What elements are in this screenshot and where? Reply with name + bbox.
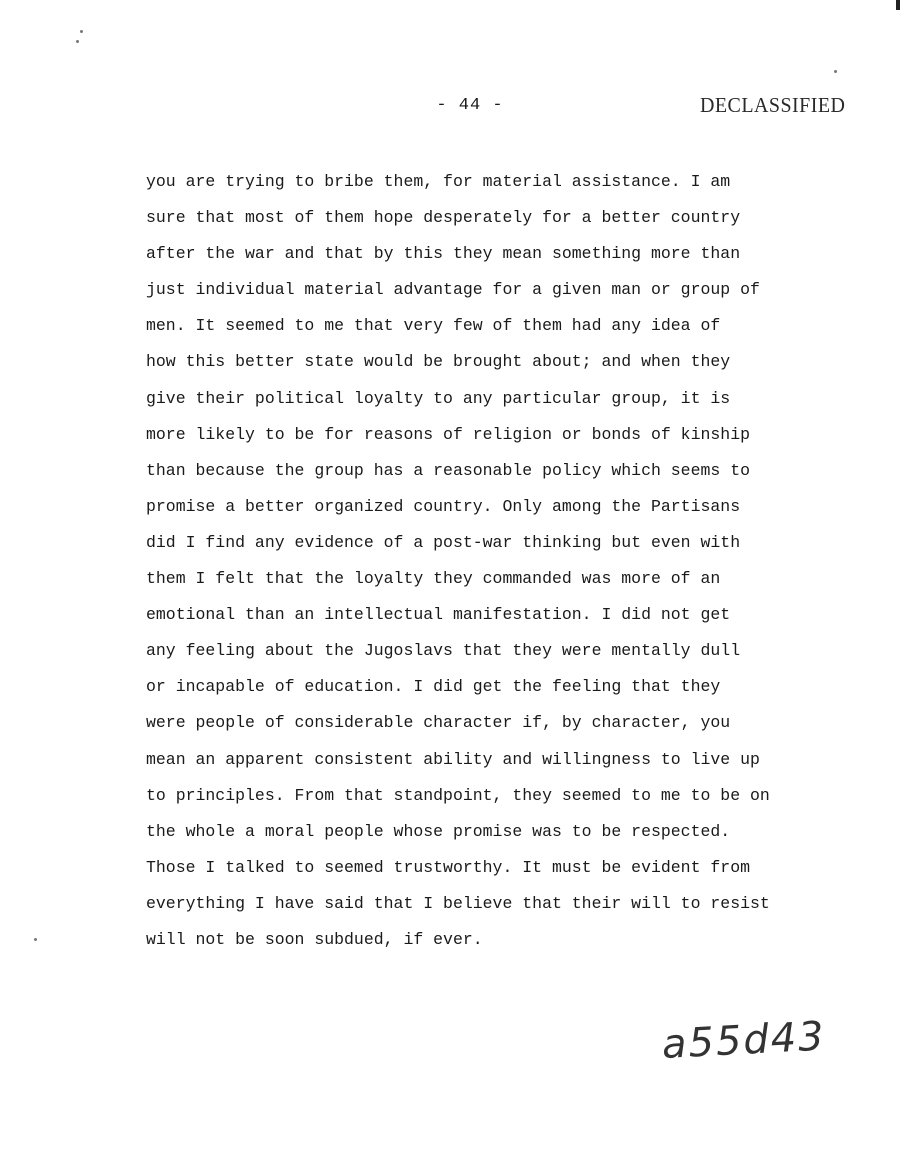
scan-speck <box>834 70 837 73</box>
page-edge-mark <box>896 0 900 10</box>
text-line: men. It seemed to me that very few of them had any idea of <box>146 316 721 336</box>
text-line: the whole a moral people whose promise was to be respected. <box>146 821 731 841</box>
text-line: did I find any evidence of a post-war thinking but even with <box>146 532 741 552</box>
text-line: to principles. From that standpoint, they seemed to me to be on <box>146 785 770 805</box>
page-number: - 44 - <box>436 96 504 115</box>
text-line: any feeling about the Jugoslavs that they were mentally dull <box>146 641 741 661</box>
scan-speck <box>80 30 83 33</box>
text-line: give their political loyalty to any particular group, it is <box>146 388 731 408</box>
scan-speck <box>34 938 37 941</box>
text-line: than because the group has a reasonable policy which seems to <box>146 460 750 480</box>
text-line: after the war and that by this they mean something more than <box>146 244 741 264</box>
text-line: will not be soon subdued, if ever. <box>146 929 483 949</box>
text-line: them I felt that the loyalty they commanded was more of an <box>146 569 721 589</box>
text-line: just individual material advantage for a given man or group of <box>146 280 760 300</box>
text-line: everything I have said that I believe that their will to resist <box>146 893 770 913</box>
text-line: or incapable of education. I did get the feeling that they <box>146 677 721 697</box>
text-line: mean an apparent consistent ability and willingness to live up <box>146 749 760 769</box>
text-line: you are trying to bribe them, for material assistance. I am <box>146 172 731 191</box>
handwritten-annotation: a55d43 <box>660 1013 827 1068</box>
text-line: Those I talked to seemed trustworthy. It must be evident from <box>146 857 750 877</box>
text-line: were people of considerable character if, by character, you <box>146 713 731 733</box>
text-line: promise a better organized country. Only among the Partisans <box>146 496 741 516</box>
text-line: more likely to be for reasons of religion or bonds of kinship <box>146 424 750 444</box>
scan-speck <box>76 40 79 43</box>
text-line: sure that most of them hope desperately for a better country <box>146 208 741 228</box>
declassified-stamp: DECLASSIFIED <box>700 93 846 117</box>
text-line: how this better state would be brought about; and when they <box>146 352 731 372</box>
document-body <box>146 164 770 958</box>
text-line: emotional than an intellectual manifestation. I did not get <box>146 605 731 625</box>
